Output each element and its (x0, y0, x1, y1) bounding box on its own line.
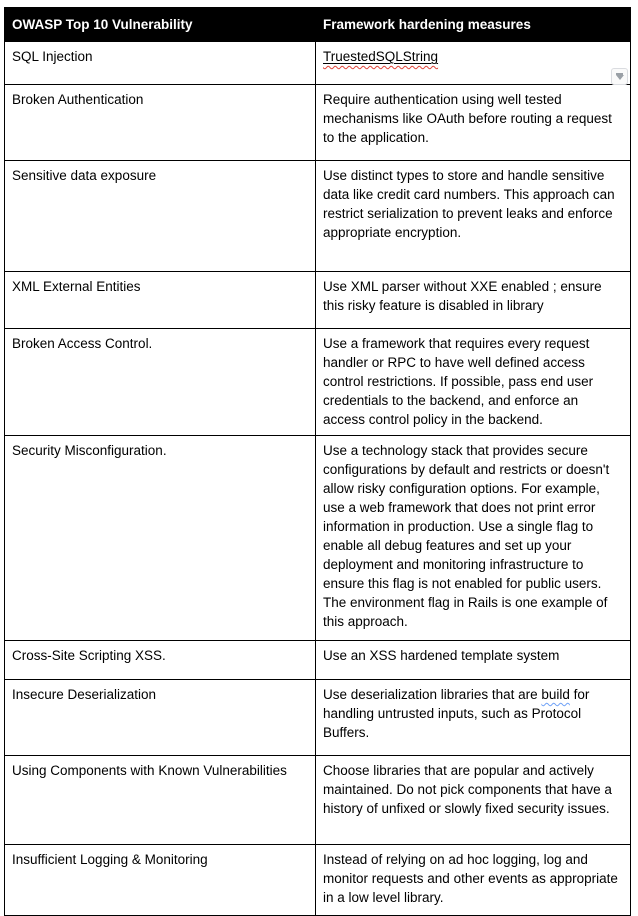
cell-measure[interactable]: Use distinct types to store and handle sensitive data like credit card numbers. This approach can restrict serialization to prevent leaks and enforce appropriate encryption. (316, 161, 631, 272)
cell-measure[interactable]: Require authentication using well tested mechanisms like OAuth before routing a request to the application. (316, 85, 631, 161)
cell-measure[interactable]: Choose libraries that are popular and actively maintained. Do not pick components that have a history of unfixed or slowly fixed security issues. (316, 756, 631, 845)
cell-vulnerability[interactable]: Broken Authentication (5, 85, 316, 161)
cell-vulnerability[interactable]: Security Misconfiguration. (5, 436, 316, 641)
table-row (5, 756, 631, 845)
cell-vulnerability[interactable]: Cross-Site Scripting XSS. (5, 641, 316, 680)
header-cell-vulnerability: OWASP Top 10 Vulnerability (5, 8, 316, 42)
cell-vulnerability[interactable]: Sensitive data exposure (5, 161, 316, 272)
vulnerability-table (4, 7, 631, 916)
collapsed-comment-icon (616, 73, 623, 75)
cell-measure[interactable]: Use a technology stack that provides secure configurations by default and restricts or doesn't allow risky configuration options. For example, use a web framework that does not print error information in production. Use a single flag to enable all debug features and set up your deployment and monitoring infrastructure to ensure this flag is not enabled for public users. The environment flag in Rails is one example of this approach. (316, 436, 631, 641)
cell-vulnerability[interactable]: XML External Entities (5, 272, 316, 329)
chevron-down-icon (616, 75, 624, 80)
collapsed-comment-indicator-button[interactable] (611, 68, 628, 85)
header-cell-measures: Framework hardening measures (316, 8, 631, 42)
cell-measure[interactable] (316, 42, 631, 85)
table-row (5, 85, 631, 161)
cell-vulnerability[interactable]: Broken Access Control. (5, 329, 316, 436)
table-row (5, 680, 631, 756)
spellcheck-squiggle (323, 49, 438, 64)
table-row (5, 436, 631, 641)
cell-vulnerability[interactable]: Insecure Deserialization (5, 680, 316, 756)
measure-text: Use deserialization libraries that are (323, 687, 542, 702)
table-row (5, 42, 631, 85)
misspelled-word[interactable]: TruestedSQLString (323, 49, 439, 64)
cell-measure[interactable]: Instead of relying on ad hoc logging, log and monitor requests and other events as appropriate in a low level library. (316, 845, 631, 916)
cell-vulnerability[interactable]: Insufficient Logging & Monitoring (5, 845, 316, 916)
cell-measure[interactable]: Use an XSS hardened template system (316, 641, 631, 680)
table-row (5, 845, 631, 916)
cell-measure[interactable] (316, 680, 631, 756)
table-row (5, 641, 631, 680)
cell-measure[interactable]: Use a framework that requires every request handler or RPC to have well defined access control restrictions. If possible, pass end user credentials to the backend, and enforce an access control policy in the backend. (316, 329, 631, 436)
cell-vulnerability[interactable]: Using Components with Known Vulnerabilities (5, 756, 316, 845)
cell-measure[interactable]: Use XML parser without XXE enabled ; ensure this risky feature is disabled in library (316, 272, 631, 329)
cell-vulnerability[interactable]: SQL Injection (5, 42, 316, 85)
table-row (5, 329, 631, 436)
table-row (5, 272, 631, 329)
table-row (5, 161, 631, 272)
measure-text: for handling untrusted inputs, such as Protocol Buffers. (323, 687, 590, 740)
table-header-row (5, 8, 631, 42)
grammar-flagged-word[interactable]: build (541, 687, 570, 702)
